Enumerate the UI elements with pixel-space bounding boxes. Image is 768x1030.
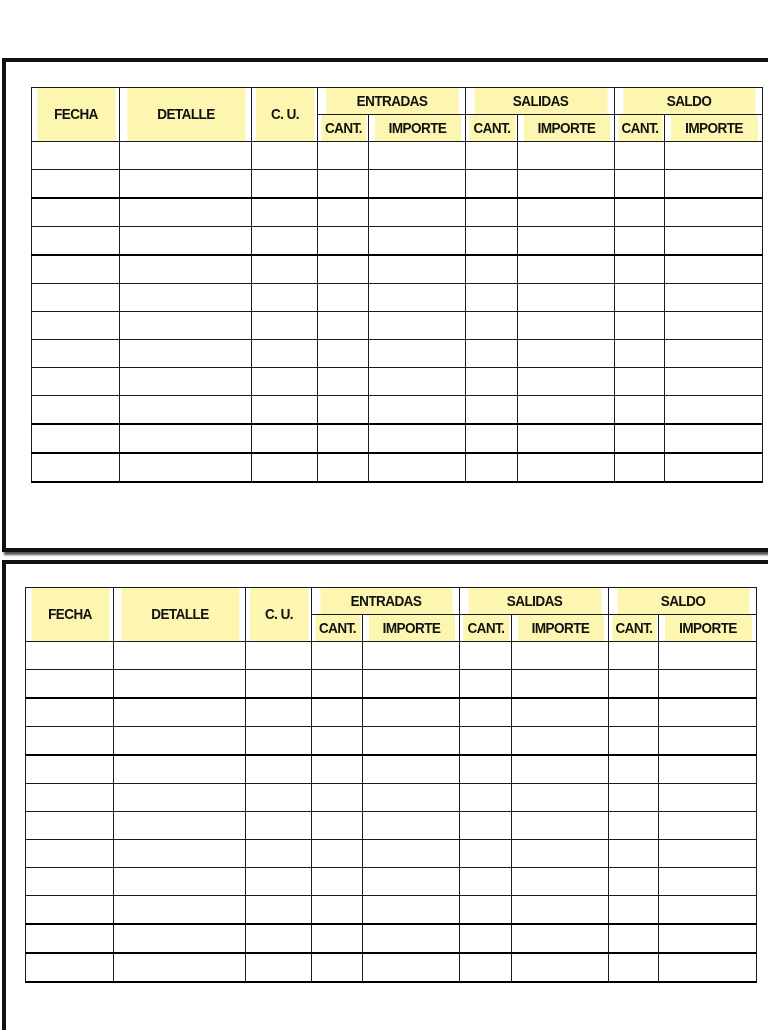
cell-detalle[interactable] (120, 396, 252, 425)
cell-salidas-cant[interactable] (466, 340, 518, 368)
cell-detalle[interactable] (114, 755, 246, 784)
cell-saldo-importe[interactable] (665, 255, 763, 284)
cell-costo-unitario[interactable] (252, 340, 318, 368)
header-salidas-cant: CANT. (468, 115, 515, 142)
cell-detalle[interactable] (120, 255, 252, 284)
cell-costo-unitario[interactable] (252, 284, 318, 312)
cell-costo-unitario[interactable] (246, 896, 312, 925)
cell-saldo-cant[interactable] (609, 896, 659, 925)
cell-entradas-importe[interactable] (369, 198, 466, 227)
cell-saldo-cant[interactable] (615, 396, 665, 425)
cell-saldo-cant[interactable] (609, 670, 659, 699)
cell-salidas-importe[interactable] (512, 924, 609, 953)
cell-detalle[interactable] (120, 170, 252, 199)
cell-salidas-cant[interactable] (460, 812, 512, 840)
cell-salidas-cant[interactable] (466, 396, 518, 425)
cell-saldo-cant[interactable] (615, 424, 665, 453)
cell-entradas-importe[interactable] (369, 396, 466, 425)
cell-entradas-importe[interactable] (363, 642, 460, 670)
cell-saldo-importe[interactable] (659, 812, 757, 840)
cell-fecha[interactable] (32, 142, 120, 170)
cell-saldo-cant[interactable] (615, 284, 665, 312)
cell-salidas-cant[interactable] (460, 698, 512, 727)
cell-saldo-cant[interactable] (609, 953, 659, 982)
cell-saldo-importe[interactable] (659, 868, 757, 896)
cell-detalle[interactable] (114, 953, 246, 982)
cell-saldo-cant[interactable] (615, 453, 665, 482)
table-body (32, 142, 763, 483)
cell-detalle[interactable] (114, 868, 246, 896)
cell-fecha[interactable] (26, 642, 114, 670)
cell-entradas-importe[interactable] (363, 924, 460, 953)
cell-fecha[interactable] (26, 812, 114, 840)
cell-entradas-cant[interactable] (312, 896, 363, 925)
cell-salidas-importe[interactable] (518, 312, 615, 340)
cell-salidas-cant[interactable] (466, 424, 518, 453)
cell-entradas-cant[interactable] (312, 812, 363, 840)
cell-costo-unitario[interactable] (246, 727, 312, 756)
cell-saldo-importe[interactable] (659, 698, 757, 727)
cell-costo-unitario[interactable] (246, 698, 312, 727)
table-body (26, 642, 757, 983)
cell-fecha[interactable] (26, 896, 114, 925)
table-row (26, 755, 757, 784)
cell-salidas-importe[interactable] (512, 642, 609, 670)
cell-fecha[interactable] (32, 453, 120, 482)
header-saldo-cant: CANT. (617, 115, 662, 142)
table-row (32, 170, 763, 199)
table-row (32, 424, 763, 453)
cell-entradas-cant[interactable] (318, 424, 369, 453)
cell-entradas-importe[interactable] (363, 812, 460, 840)
cell-detalle[interactable] (114, 896, 246, 925)
cell-fecha[interactable] (26, 953, 114, 982)
cell-saldo-importe[interactable] (665, 170, 763, 199)
cell-salidas-importe[interactable] (512, 784, 609, 812)
header-saldo-importe: IMPORTE (669, 115, 757, 142)
cell-salidas-importe[interactable] (512, 868, 609, 896)
cell-saldo-cant[interactable] (615, 198, 665, 227)
cell-entradas-cant[interactable] (318, 368, 369, 396)
cell-costo-unitario[interactable] (252, 227, 318, 256)
table-row (32, 142, 763, 170)
cell-costo-unitario[interactable] (246, 953, 312, 982)
cell-entradas-cant[interactable] (318, 170, 369, 199)
cell-entradas-cant[interactable] (312, 755, 363, 784)
cell-fecha[interactable] (32, 170, 120, 199)
cell-entradas-importe[interactable] (369, 424, 466, 453)
cell-fecha[interactable] (32, 368, 120, 396)
cell-entradas-importe[interactable] (369, 142, 466, 170)
cell-fecha[interactable] (32, 198, 120, 227)
cell-detalle[interactable] (114, 784, 246, 812)
cell-costo-unitario[interactable] (252, 312, 318, 340)
cell-detalle[interactable] (114, 840, 246, 868)
cell-detalle[interactable] (120, 453, 252, 482)
cell-detalle[interactable] (120, 198, 252, 227)
cell-saldo-cant[interactable] (609, 642, 659, 670)
table-row (26, 698, 757, 727)
table-row (26, 727, 757, 756)
cell-salidas-cant[interactable] (460, 642, 512, 670)
cell-salidas-importe[interactable] (512, 727, 609, 756)
cell-entradas-cant[interactable] (318, 142, 369, 170)
header-entradas-importe: IMPORTE (373, 115, 460, 142)
cell-fecha[interactable] (26, 924, 114, 953)
header-entradas-cant: CANT. (320, 115, 366, 142)
cell-entradas-importe[interactable] (369, 170, 466, 199)
table-row (32, 227, 763, 256)
cell-entradas-cant[interactable] (318, 453, 369, 482)
cell-saldo-cant[interactable] (615, 368, 665, 396)
cell-saldo-importe[interactable] (659, 670, 757, 699)
header-detalle: DETALLE (126, 88, 245, 142)
cell-salidas-cant[interactable] (460, 924, 512, 953)
cell-entradas-importe[interactable] (363, 670, 460, 699)
cell-entradas-cant[interactable] (318, 227, 369, 256)
cell-entradas-cant[interactable] (318, 284, 369, 312)
cell-salidas-cant[interactable] (466, 198, 518, 227)
kardex-form-top (2, 58, 768, 552)
cell-saldo-importe[interactable] (659, 727, 757, 756)
table-row (32, 368, 763, 396)
header-entradas: ENTRADAS (325, 88, 458, 115)
cell-salidas-importe[interactable] (518, 170, 615, 199)
table-row (32, 453, 763, 482)
cell-salidas-cant[interactable] (466, 284, 518, 312)
header-fecha: FECHA (30, 588, 109, 642)
cell-entradas-cant[interactable] (312, 784, 363, 812)
cell-entradas-cant[interactable] (312, 924, 363, 953)
cell-fecha[interactable] (32, 340, 120, 368)
header-saldo-cant: CANT. (611, 615, 656, 642)
cell-costo-unitario[interactable] (252, 198, 318, 227)
cell-costo-unitario[interactable] (246, 670, 312, 699)
cell-entradas-importe[interactable] (363, 698, 460, 727)
cell-salidas-importe[interactable] (512, 953, 609, 982)
cell-entradas-cant[interactable] (312, 868, 363, 896)
cell-entradas-importe[interactable] (363, 896, 460, 925)
cell-detalle[interactable] (120, 227, 252, 256)
cell-costo-unitario[interactable] (252, 255, 318, 284)
header-salidas: SALIDAS (473, 88, 607, 115)
header-salidas-importe: IMPORTE (516, 615, 603, 642)
table-row (32, 255, 763, 284)
cell-costo-unitario[interactable] (246, 868, 312, 896)
cell-saldo-importe[interactable] (665, 312, 763, 340)
cell-saldo-importe[interactable] (665, 284, 763, 312)
cell-saldo-importe[interactable] (665, 453, 763, 482)
cell-saldo-cant[interactable] (609, 755, 659, 784)
cell-detalle[interactable] (120, 142, 252, 170)
cell-saldo-importe[interactable] (665, 142, 763, 170)
table-row (26, 642, 757, 670)
cell-salidas-cant[interactable] (466, 255, 518, 284)
cell-salidas-importe[interactable] (512, 755, 609, 784)
cell-salidas-cant[interactable] (460, 896, 512, 925)
cell-detalle[interactable] (114, 727, 246, 756)
cell-saldo-importe[interactable] (665, 227, 763, 256)
cell-costo-unitario[interactable] (252, 453, 318, 482)
table-row (32, 312, 763, 340)
table-row (32, 198, 763, 227)
cell-saldo-cant[interactable] (609, 698, 659, 727)
cell-salidas-importe[interactable] (518, 340, 615, 368)
cell-entradas-cant[interactable] (312, 840, 363, 868)
header-entradas: ENTRADAS (319, 588, 452, 615)
cell-entradas-cant[interactable] (312, 698, 363, 727)
cell-detalle[interactable] (120, 424, 252, 453)
cell-salidas-cant[interactable] (460, 784, 512, 812)
cell-costo-unitario[interactable] (246, 840, 312, 868)
cell-salidas-cant[interactable] (466, 368, 518, 396)
cell-fecha[interactable] (32, 424, 120, 453)
cell-entradas-cant[interactable] (312, 727, 363, 756)
cell-fecha[interactable] (32, 284, 120, 312)
cell-fecha[interactable] (32, 312, 120, 340)
cell-detalle[interactable] (114, 642, 246, 670)
cell-salidas-importe[interactable] (512, 698, 609, 727)
cell-costo-unitario[interactable] (246, 812, 312, 840)
cell-fecha[interactable] (26, 868, 114, 896)
cell-entradas-importe[interactable] (369, 312, 466, 340)
cell-fecha[interactable] (26, 840, 114, 868)
cell-saldo-cant[interactable] (609, 727, 659, 756)
header-costo-unitario: C. U. (249, 588, 308, 642)
cell-fecha[interactable] (26, 670, 114, 699)
cell-salidas-cant[interactable] (460, 755, 512, 784)
cell-salidas-cant[interactable] (460, 727, 512, 756)
cell-salidas-importe[interactable] (518, 227, 615, 256)
cell-detalle[interactable] (120, 284, 252, 312)
cell-entradas-importe[interactable] (363, 953, 460, 982)
cell-saldo-cant[interactable] (609, 812, 659, 840)
cell-entradas-cant[interactable] (318, 255, 369, 284)
cell-entradas-importe[interactable] (369, 227, 466, 256)
cell-fecha[interactable] (26, 727, 114, 756)
cell-salidas-importe[interactable] (518, 453, 615, 482)
cell-saldo-importe[interactable] (659, 642, 757, 670)
cell-entradas-cant[interactable] (318, 198, 369, 227)
header-salidas-importe: IMPORTE (522, 115, 609, 142)
cell-salidas-importe[interactable] (512, 670, 609, 699)
header-salidas: SALIDAS (467, 588, 601, 615)
table-row (32, 340, 763, 368)
cell-saldo-importe[interactable] (665, 396, 763, 425)
cell-entradas-importe[interactable] (369, 340, 466, 368)
cell-salidas-importe[interactable] (518, 255, 615, 284)
kardex-table (31, 87, 763, 483)
cell-salidas-cant[interactable] (460, 953, 512, 982)
cell-saldo-importe[interactable] (659, 896, 757, 925)
cell-fecha[interactable] (26, 755, 114, 784)
cell-fecha[interactable] (32, 396, 120, 425)
cell-saldo-importe[interactable] (665, 368, 763, 396)
cell-costo-unitario[interactable] (246, 642, 312, 670)
header-entradas-cant: CANT. (314, 615, 360, 642)
table-row (26, 953, 757, 982)
cell-entradas-importe[interactable] (369, 368, 466, 396)
header-saldo: SALDO (622, 88, 755, 115)
cell-entradas-importe[interactable] (369, 284, 466, 312)
table-row (26, 924, 757, 953)
table-row (26, 812, 757, 840)
cell-saldo-cant[interactable] (609, 924, 659, 953)
cell-entradas-importe[interactable] (363, 840, 460, 868)
cell-salidas-importe[interactable] (512, 812, 609, 840)
cell-entradas-cant[interactable] (318, 312, 369, 340)
header-detalle: DETALLE (120, 588, 239, 642)
table-row (26, 784, 757, 812)
cell-entradas-cant[interactable] (312, 670, 363, 699)
cell-fecha[interactable] (32, 255, 120, 284)
cell-saldo-cant[interactable] (615, 312, 665, 340)
cell-fecha[interactable] (26, 784, 114, 812)
cell-salidas-cant[interactable] (466, 142, 518, 170)
cell-detalle[interactable] (114, 924, 246, 953)
cell-saldo-importe[interactable] (665, 340, 763, 368)
cell-costo-unitario[interactable] (246, 755, 312, 784)
cell-saldo-importe[interactable] (659, 784, 757, 812)
cell-entradas-cant[interactable] (318, 340, 369, 368)
cell-saldo-cant[interactable] (615, 340, 665, 368)
kardex-table (25, 587, 757, 983)
cell-entradas-importe[interactable] (363, 755, 460, 784)
header-saldo: SALDO (616, 588, 749, 615)
cell-saldo-cant[interactable] (615, 170, 665, 199)
cell-detalle[interactable] (114, 812, 246, 840)
header-fecha: FECHA (36, 88, 115, 142)
cell-costo-unitario[interactable] (252, 142, 318, 170)
cell-salidas-importe[interactable] (518, 198, 615, 227)
cell-salidas-importe[interactable] (518, 424, 615, 453)
cell-saldo-cant[interactable] (609, 840, 659, 868)
cell-salidas-importe[interactable] (512, 896, 609, 925)
cell-saldo-importe[interactable] (659, 755, 757, 784)
cell-entradas-importe[interactable] (363, 868, 460, 896)
cell-salidas-importe[interactable] (518, 368, 615, 396)
cell-salidas-importe[interactable] (518, 284, 615, 312)
cell-saldo-importe[interactable] (665, 198, 763, 227)
cell-saldo-cant[interactable] (615, 142, 665, 170)
kardex-form-bottom (2, 560, 768, 1030)
cell-costo-unitario[interactable] (246, 784, 312, 812)
cell-entradas-importe[interactable] (363, 727, 460, 756)
cell-salidas-cant[interactable] (460, 840, 512, 868)
cell-saldo-importe[interactable] (659, 840, 757, 868)
cell-salidas-importe[interactable] (512, 840, 609, 868)
cell-salidas-cant[interactable] (466, 312, 518, 340)
table-row (32, 284, 763, 312)
cell-saldo-cant[interactable] (609, 784, 659, 812)
cell-saldo-cant[interactable] (609, 868, 659, 896)
table-row (26, 868, 757, 896)
cell-salidas-cant[interactable] (460, 670, 512, 699)
cell-costo-unitario[interactable] (252, 396, 318, 425)
header-salidas-cant: CANT. (462, 615, 509, 642)
table-row (26, 670, 757, 699)
cell-entradas-importe[interactable] (369, 255, 466, 284)
table-row (26, 896, 757, 925)
table-row (32, 396, 763, 425)
cell-salidas-importe[interactable] (518, 142, 615, 170)
cell-costo-unitario[interactable] (252, 170, 318, 199)
table-row (26, 840, 757, 868)
cell-costo-unitario[interactable] (252, 368, 318, 396)
cell-saldo-importe[interactable] (659, 953, 757, 982)
cell-salidas-cant[interactable] (466, 453, 518, 482)
cell-entradas-cant[interactable] (312, 953, 363, 982)
cell-saldo-cant[interactable] (615, 255, 665, 284)
cell-entradas-importe[interactable] (369, 453, 466, 482)
header-costo-unitario: C. U. (255, 88, 314, 142)
cell-detalle[interactable] (114, 670, 246, 699)
cell-costo-unitario[interactable] (252, 424, 318, 453)
cell-detalle[interactable] (114, 698, 246, 727)
header-entradas-importe: IMPORTE (367, 615, 454, 642)
cell-entradas-importe[interactable] (363, 784, 460, 812)
cell-fecha[interactable] (26, 698, 114, 727)
cell-salidas-cant[interactable] (466, 227, 518, 256)
cell-saldo-cant[interactable] (615, 227, 665, 256)
cell-fecha[interactable] (32, 227, 120, 256)
cell-salidas-cant[interactable] (466, 170, 518, 199)
cell-saldo-importe[interactable] (659, 924, 757, 953)
cell-costo-unitario[interactable] (246, 924, 312, 953)
cell-detalle[interactable] (120, 312, 252, 340)
header-saldo-importe: IMPORTE (663, 615, 751, 642)
cell-entradas-cant[interactable] (318, 396, 369, 425)
cell-salidas-cant[interactable] (460, 868, 512, 896)
cell-salidas-importe[interactable] (518, 396, 615, 425)
cell-saldo-importe[interactable] (665, 424, 763, 453)
cell-detalle[interactable] (120, 340, 252, 368)
cell-detalle[interactable] (120, 368, 252, 396)
cell-entradas-cant[interactable] (312, 642, 363, 670)
